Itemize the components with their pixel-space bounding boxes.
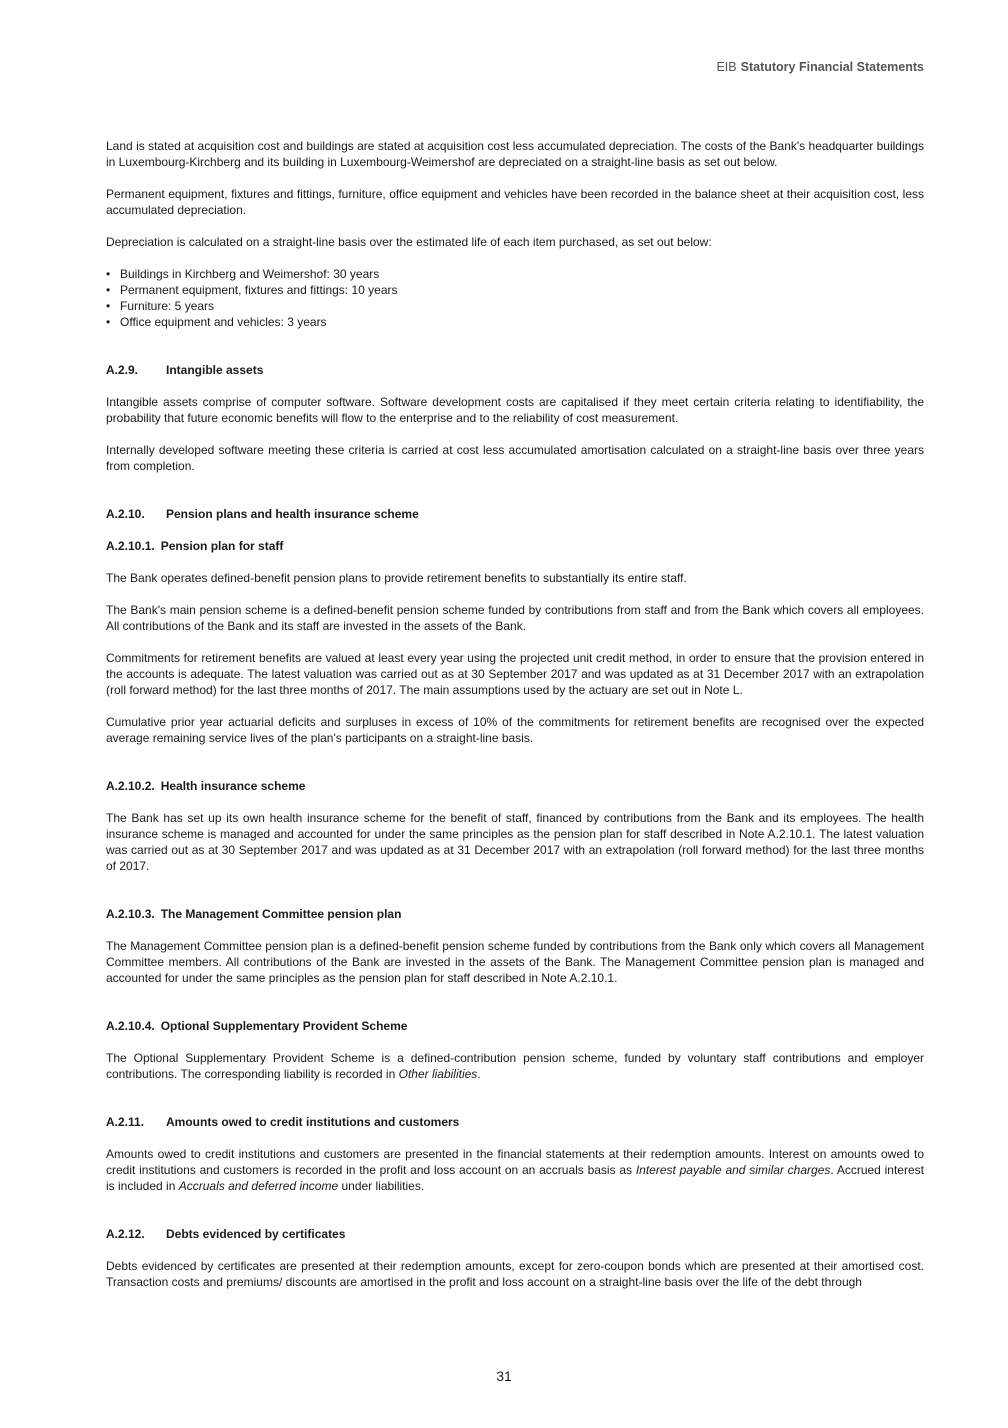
paragraph: The Management Committee pension plan is a defined-benefit pension scheme funded by contributions from the Bank only which covers all Management Committee members. All contributions of the Bank are invested in the assets of the Bank. The Management Committee pension plan is managed and accounted for under the same principles as the pension plan for staff described in Note A.2.10.1. — [106, 939, 924, 985]
paragraph: Land is stated at acquisition cost and buildings are stated at acquisition cost less accumulated depreciation. The costs of the Bank's headquarter buildings in Luxembourg-Kirchberg and its building in Luxembourg-Weimershof are depreciated on a straight-line basis as set out below. — [106, 139, 924, 169]
list-item: • Buildings in Kirchberg and Weimershof: 30 years — [120, 266, 924, 282]
section-heading-a211 — [106, 1114, 924, 1130]
emphasis-text: Interest payable and similar charges — [635, 1163, 831, 1177]
paragraph: Commitments for retirement benefits are valued at least every year using the projected unit credit method, in order to ensure that the provision entered in the accounts is adequate. The latest valuation was carried out as at 30 September 2017 and was updated as at 31 December 2017 with an extrapolation (roll forward method) for the last three months of 2017. The main assumptions used by the actuary are set out in Note L. — [106, 651, 924, 697]
text-run: Amounts owed to credit institutions and customers are presented in the financial statements at their redemption amounts. Interest on amounts owed to credit institutions and customers is recorded in the profit and loss account on an accruals basis as — [106, 1147, 924, 1177]
page-number: 31 — [496, 1368, 512, 1384]
list-item: • Permanent equipment, fixtures and fittings: 10 years — [120, 282, 924, 298]
section-number: A.2.12. — [106, 1227, 145, 1241]
text-run: The Optional Supplementary Provident Scheme is a defined-contribution pension scheme, funded by voluntary staff contributions and employer contributions. The corresponding liability is recorded in — [106, 1051, 924, 1081]
subsection-title: Health insurance scheme — [160, 779, 306, 793]
depreciation-list — [106, 266, 924, 330]
paragraph: The Bank has set up its own health insurance scheme for the benefit of staff, financed by contributions from the Bank and its employees. The health insurance scheme is managed and accounted for under the same principles as the pension plan for staff described in Note A.2.10.1. The latest valuation was carried out as at 30 September 2017 and was updated as at 31 December 2017 with an extrapolation (roll forward method) for the last three months of 2017. — [106, 811, 924, 873]
section-number: A.2.11. — [106, 1115, 145, 1129]
paragraph: Permanent equipment, fixtures and fittings, furniture, office equipment and vehicles have been recorded in the balance sheet at their acquisition cost, less accumulated depreciation. — [106, 187, 924, 217]
subsection-number: A.2.10.1. — [106, 539, 155, 553]
paragraph: Internally developed software meeting these criteria is carried at cost less accumulated amortisation calculated on a straight-line basis over three years from completion. — [106, 443, 924, 473]
paragraph: The Bank operates defined-benefit pension plans to provide retirement benefits to substantially its entire staff. — [106, 571, 687, 585]
text-run: . Accrued interest is included in — [106, 1163, 924, 1193]
header-prefix: EIB — [716, 60, 737, 74]
paragraph — [106, 1050, 924, 1082]
subsection-title: Optional Supplementary Provident Scheme — [160, 1019, 408, 1033]
paragraph: Cumulative prior year actuarial deficits and surpluses in excess of 10% of the commitments for retirement benefits are recognised over the expected average remaining service lives of the plan's participants on a straight-line basis. — [106, 715, 924, 745]
list-item: • Furniture: 5 years — [120, 298, 924, 314]
subsection-number: A.2.10.2. — [106, 779, 155, 793]
page-header — [716, 60, 924, 74]
subsection-title: The Management Committee pension plan — [160, 907, 402, 921]
emphasis-text: Other liabilities — [398, 1067, 478, 1081]
text-run: . — [477, 1067, 481, 1081]
list-item: • Office equipment and vehicles: 3 years — [120, 314, 924, 330]
paragraph: Intangible assets comprise of computer software. Software development costs are capitalised if they meet certain criteria relating to identifiability, the probability that future economic benefits will flow to the enterprise and to the reliability of cost measurement. — [106, 395, 924, 425]
paragraph: Depreciation is calculated on a straight-line basis over the estimated life of each item purchased, as set out below: — [106, 235, 712, 249]
section-heading-a210 — [106, 506, 924, 522]
document-body — [106, 138, 924, 1306]
section-title: Amounts owed to credit institutions and customers — [166, 1115, 460, 1129]
subsection-heading-a2104 — [106, 1018, 924, 1034]
paragraph: The Bank's main pension scheme is a defined-benefit pension scheme funded by contributions from staff and from the Bank which covers all employees. All contributions of the Bank and its staff are invested in the assets of the Bank. — [106, 603, 924, 633]
section-title: Debts evidenced by certificates — [166, 1227, 346, 1241]
section-heading-a212 — [106, 1226, 924, 1242]
subsection-heading-a2101 — [106, 538, 924, 554]
paragraph — [106, 1146, 924, 1194]
paragraph: Debts evidenced by certificates are presented at their redemption amounts, except for zero-coupon bonds which are presented at their amortised cost. Transaction costs and premiums/ discounts are amortised in the profit and loss account on a straight-line basis over the life of the debt through — [106, 1259, 924, 1289]
subsection-heading-a2102 — [106, 778, 924, 794]
section-title: Pension plans and health insurance scheme — [166, 507, 419, 521]
emphasis-text: Accruals and deferred income — [178, 1179, 339, 1193]
section-title: Intangible assets — [166, 363, 264, 377]
section-number: A.2.9. — [106, 363, 139, 377]
section-number: A.2.10. — [106, 507, 145, 521]
subsection-number: A.2.10.3. — [106, 907, 155, 921]
section-heading-a29 — [106, 362, 924, 378]
subsection-heading-a2103 — [106, 906, 924, 922]
subsection-number: A.2.10.4. — [106, 1019, 155, 1033]
text-run: under liabilities. — [338, 1179, 425, 1193]
header-title: Statutory Financial Statements — [740, 60, 924, 74]
subsection-title: Pension plan for staff — [160, 539, 284, 553]
